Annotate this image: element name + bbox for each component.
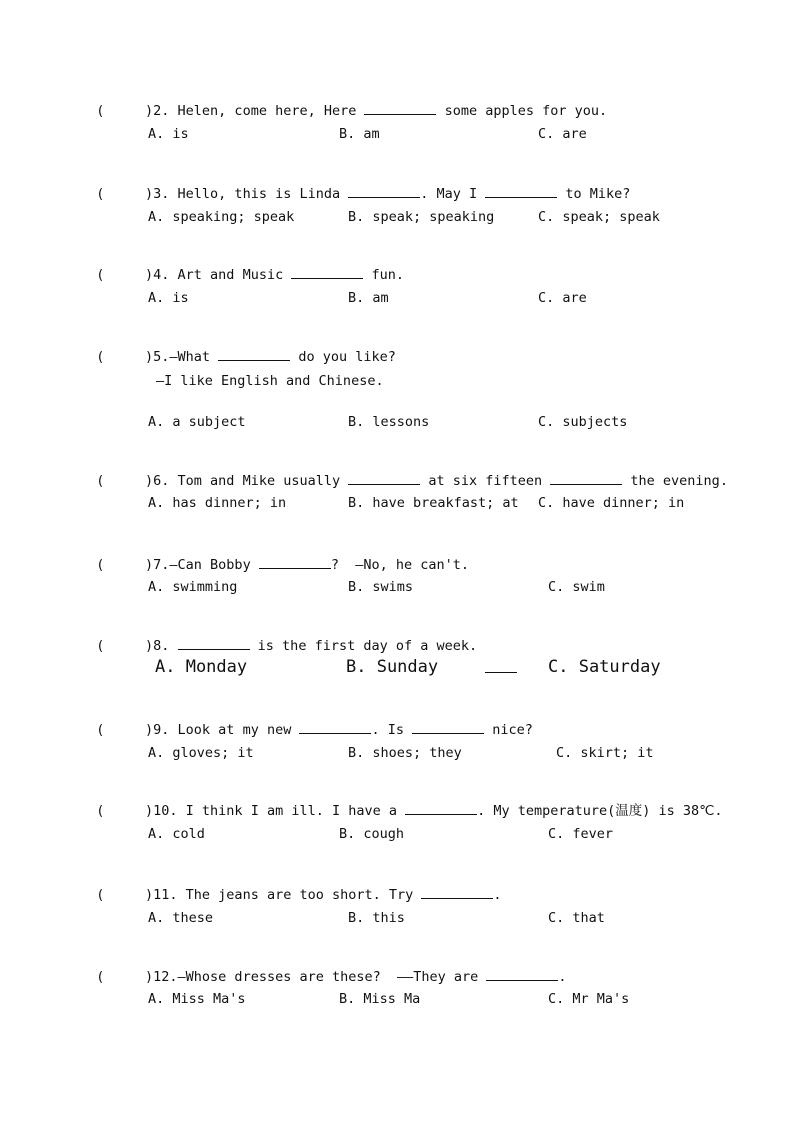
option-b: B. Miss Ma	[339, 991, 421, 1007]
question-text: ? —No, he can't.	[330, 557, 469, 573]
answer-blank[interactable]	[348, 185, 420, 198]
option-a: A. a subject	[148, 414, 246, 430]
question-text: at six fifteen	[420, 473, 551, 489]
answer-blank[interactable]	[421, 886, 493, 899]
option-a: A. has dinner; in	[148, 495, 287, 511]
question-5-answer-line: —I like English and Chinese.	[156, 373, 384, 389]
question-text: ( )4. Art and Music	[96, 267, 292, 283]
option-c: C. that	[548, 910, 605, 926]
question-text: ( )6. Tom and Mike usually	[96, 473, 349, 489]
question-text: nice?	[484, 722, 533, 738]
question-4	[80, 248, 404, 284]
option-a: A. gloves; it	[148, 745, 254, 761]
option-c: C. fever	[548, 826, 614, 842]
question-11	[80, 868, 502, 904]
question-text: ( )12.—Whose dresses are these? ——They are	[96, 969, 487, 985]
question-9	[80, 703, 533, 739]
option-a: A. speaking; speak	[148, 209, 295, 225]
question-text: ( )2. Helen, come here, Here	[96, 103, 365, 119]
question-10	[80, 784, 722, 820]
option-a: A. cold	[148, 826, 205, 842]
question-7	[80, 538, 469, 574]
question-text: is the first day of a week.	[249, 638, 478, 654]
option-b: B. lessons	[348, 414, 430, 430]
question-text: ( )9. Look at my new	[96, 722, 300, 738]
answer-blank[interactable]	[364, 102, 436, 115]
answer-blank[interactable]	[550, 472, 622, 485]
option-c: C. Mr Ma's	[548, 991, 630, 1007]
question-text: ( )10. I think I am ill. I have a	[96, 803, 406, 819]
question-text: to Mike?	[557, 186, 631, 202]
option-a: A. is	[148, 126, 189, 142]
option-c: C. speak; speak	[538, 209, 660, 225]
option-b: B. cough	[339, 826, 405, 842]
answer-blank[interactable]	[405, 802, 477, 815]
option-c: C. subjects	[538, 414, 628, 430]
question-5	[80, 330, 396, 366]
answer-blank[interactable]	[299, 721, 371, 734]
question-8	[80, 619, 477, 655]
answer-blank	[485, 660, 517, 678]
question-6	[80, 454, 728, 490]
option-c: C. swim	[548, 579, 605, 595]
answer-blank[interactable]	[412, 721, 484, 734]
question-text: ( )7.—Can Bobby	[96, 557, 259, 573]
option-b: B. am	[339, 126, 380, 142]
question-text: ( )5.—What	[96, 349, 219, 365]
option-c: C. skirt; it	[556, 745, 654, 761]
question-text: fun.	[363, 267, 404, 283]
option-b: B. speak; speaking	[348, 209, 495, 225]
answer-blank[interactable]	[259, 556, 331, 569]
option-b: B. Sunday	[346, 657, 439, 677]
option-b: B. shoes; they	[348, 745, 462, 761]
option-c: C. Saturday	[548, 657, 661, 677]
answer-blank[interactable]	[218, 348, 290, 361]
option-a: A. Miss Ma's	[148, 991, 246, 1007]
question-text: .	[558, 969, 567, 985]
question-text: . May I	[420, 186, 486, 202]
answer-blank[interactable]	[291, 266, 363, 279]
option-a: A. these	[148, 910, 214, 926]
question-text: ( )3. Hello, this is Linda	[96, 186, 349, 202]
option-c: C. have dinner; in	[538, 495, 685, 511]
question-text: .	[493, 887, 502, 903]
option-c: C. are	[538, 290, 587, 306]
option-a: A. Monday	[155, 657, 248, 677]
decorative-underline	[485, 660, 517, 673]
question-3	[80, 167, 630, 203]
answer-blank[interactable]	[178, 637, 250, 650]
option-b: B. swims	[348, 579, 414, 595]
question-2	[80, 84, 607, 120]
option-a: A. is	[148, 290, 189, 306]
option-a: A. swimming	[148, 579, 238, 595]
question-text: do you like?	[290, 349, 396, 365]
option-b: B. am	[348, 290, 389, 306]
question-text: some apples for you.	[436, 103, 608, 119]
option-b: B. have breakfast; at	[348, 495, 519, 511]
option-b: B. this	[348, 910, 405, 926]
question-text: . Is	[371, 722, 413, 738]
option-c: C. are	[538, 126, 587, 142]
question-text: the evening.	[622, 473, 728, 489]
question-text: . My temperature(温度) is 38℃.	[477, 803, 723, 819]
question-text: ( )11. The jeans are too short. Try	[96, 887, 422, 903]
answer-blank[interactable]	[485, 185, 557, 198]
answer-blank[interactable]	[348, 472, 420, 485]
question-12	[80, 950, 567, 986]
question-text: ( )8.	[96, 638, 178, 654]
answer-blank[interactable]	[486, 968, 558, 981]
